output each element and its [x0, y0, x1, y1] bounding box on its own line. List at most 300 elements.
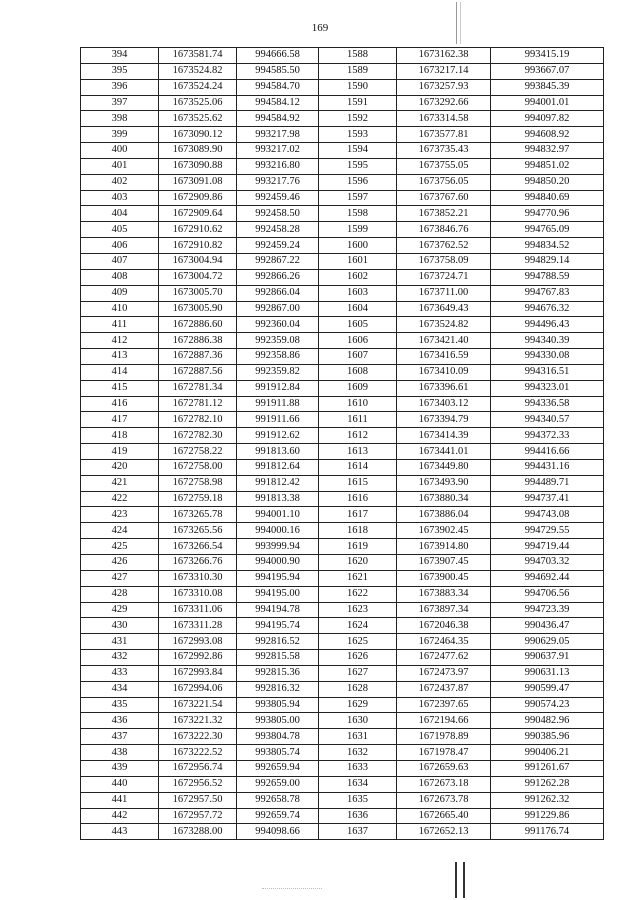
y-coord-left: 992360.04 — [237, 317, 319, 333]
point-id-left: 402 — [81, 174, 159, 190]
table-row — [81, 253, 604, 269]
point-id-left: 435 — [81, 697, 159, 713]
point-id-right: 1602 — [319, 269, 397, 285]
point-id-right: 1603 — [319, 285, 397, 301]
y-coord-left: 992459.24 — [237, 238, 319, 254]
y-coord-right: 994340.57 — [491, 412, 604, 428]
scan-artifact-top — [456, 2, 461, 44]
table-row — [81, 127, 604, 143]
point-id-right: 1604 — [319, 301, 397, 317]
x-coord-right: 1673441.01 — [397, 444, 491, 460]
point-id-right: 1597 — [319, 190, 397, 206]
point-id-left: 399 — [81, 127, 159, 143]
y-coord-left: 992867.22 — [237, 253, 319, 269]
y-coord-right: 994676.32 — [491, 301, 604, 317]
y-coord-left: 993805.74 — [237, 745, 319, 761]
table-row — [81, 475, 604, 491]
x-coord-left: 1673311.28 — [159, 618, 237, 634]
point-id-left: 433 — [81, 665, 159, 681]
x-coord-right: 1673292.66 — [397, 95, 491, 111]
x-coord-left: 1673090.12 — [159, 127, 237, 143]
x-coord-left: 1672957.50 — [159, 792, 237, 808]
point-id-right: 1605 — [319, 317, 397, 333]
point-id-left: 431 — [81, 634, 159, 650]
table-row — [81, 665, 604, 681]
y-coord-right: 994770.96 — [491, 206, 604, 222]
x-coord-right: 1673577.81 — [397, 127, 491, 143]
y-coord-right: 994850.20 — [491, 174, 604, 190]
point-id-right: 1625 — [319, 634, 397, 650]
table-row — [81, 412, 604, 428]
point-id-right: 1606 — [319, 333, 397, 349]
point-id-left: 437 — [81, 729, 159, 745]
x-coord-left: 1672887.56 — [159, 364, 237, 380]
point-id-right: 1598 — [319, 206, 397, 222]
point-id-left: 421 — [81, 475, 159, 491]
x-coord-left: 1672758.22 — [159, 444, 237, 460]
y-coord-left: 994194.78 — [237, 602, 319, 618]
table-row — [81, 79, 604, 95]
point-id-right: 1637 — [319, 824, 397, 840]
x-coord-right: 1673902.45 — [397, 523, 491, 539]
point-id-left: 405 — [81, 222, 159, 238]
y-coord-left: 994001.10 — [237, 507, 319, 523]
y-coord-left: 993217.02 — [237, 143, 319, 159]
y-coord-left: 994195.94 — [237, 570, 319, 586]
point-id-right: 1595 — [319, 158, 397, 174]
point-id-right: 1591 — [319, 95, 397, 111]
y-coord-left: 993805.94 — [237, 697, 319, 713]
point-id-left: 404 — [81, 206, 159, 222]
point-id-right: 1633 — [319, 760, 397, 776]
y-coord-right: 994340.39 — [491, 333, 604, 349]
x-coord-right: 1673410.09 — [397, 364, 491, 380]
point-id-left: 434 — [81, 681, 159, 697]
point-id-left: 424 — [81, 523, 159, 539]
x-coord-right: 1673735.43 — [397, 143, 491, 159]
x-coord-right: 1672673.78 — [397, 792, 491, 808]
y-coord-left: 991812.64 — [237, 459, 319, 475]
y-coord-left: 993217.76 — [237, 174, 319, 190]
x-coord-right: 1672477.62 — [397, 650, 491, 666]
point-id-right: 1636 — [319, 808, 397, 824]
x-coord-right: 1673907.45 — [397, 555, 491, 571]
y-coord-right: 993415.19 — [491, 48, 604, 64]
point-id-left: 403 — [81, 190, 159, 206]
x-coord-right: 1672652.13 — [397, 824, 491, 840]
y-coord-left: 992816.32 — [237, 681, 319, 697]
x-coord-right: 1673414.39 — [397, 428, 491, 444]
x-coord-left: 1672782.10 — [159, 412, 237, 428]
page-number: 169 — [311, 22, 329, 34]
y-coord-right: 994829.14 — [491, 253, 604, 269]
point-id-right: 1613 — [319, 444, 397, 460]
x-coord-left: 1673005.70 — [159, 285, 237, 301]
y-coord-right: 990436.47 — [491, 618, 604, 634]
point-id-right: 1623 — [319, 602, 397, 618]
point-id-left: 409 — [81, 285, 159, 301]
point-id-right: 1618 — [319, 523, 397, 539]
y-coord-left: 994195.00 — [237, 586, 319, 602]
x-coord-left: 1672956.52 — [159, 776, 237, 792]
x-coord-right: 1673767.60 — [397, 190, 491, 206]
y-coord-left: 991912.62 — [237, 428, 319, 444]
y-coord-right: 994729.55 — [491, 523, 604, 539]
x-coord-left: 1673221.54 — [159, 697, 237, 713]
y-coord-left: 994584.12 — [237, 95, 319, 111]
table-row — [81, 143, 604, 159]
y-coord-right: 991262.32 — [491, 792, 604, 808]
point-id-left: 438 — [81, 745, 159, 761]
point-id-left: 415 — [81, 380, 159, 396]
point-id-right: 1601 — [319, 253, 397, 269]
point-id-right: 1626 — [319, 650, 397, 666]
x-coord-left: 1673310.08 — [159, 586, 237, 602]
point-id-right: 1632 — [319, 745, 397, 761]
y-coord-left: 993804.78 — [237, 729, 319, 745]
point-id-left: 394 — [81, 48, 159, 64]
x-coord-left: 1673524.82 — [159, 63, 237, 79]
table-row — [81, 507, 604, 523]
y-coord-left: 992458.28 — [237, 222, 319, 238]
x-coord-left: 1672781.34 — [159, 380, 237, 396]
x-coord-right: 1673449.80 — [397, 459, 491, 475]
table-row — [81, 349, 604, 365]
y-coord-left: 992659.00 — [237, 776, 319, 792]
point-id-left: 429 — [81, 602, 159, 618]
table-row — [81, 697, 604, 713]
y-coord-right: 994767.83 — [491, 285, 604, 301]
point-id-left: 416 — [81, 396, 159, 412]
point-id-right: 1634 — [319, 776, 397, 792]
table-row — [81, 111, 604, 127]
point-id-right: 1621 — [319, 570, 397, 586]
y-coord-left: 992867.00 — [237, 301, 319, 317]
table-row — [81, 317, 604, 333]
y-coord-right: 990482.96 — [491, 713, 604, 729]
y-coord-right: 993667.07 — [491, 63, 604, 79]
x-coord-right: 1672464.35 — [397, 634, 491, 650]
y-coord-right: 994316.51 — [491, 364, 604, 380]
x-coord-left: 1672957.72 — [159, 808, 237, 824]
x-coord-left: 1672758.00 — [159, 459, 237, 475]
y-coord-right: 990631.13 — [491, 665, 604, 681]
table-row — [81, 285, 604, 301]
point-id-left: 396 — [81, 79, 159, 95]
x-coord-right: 1673900.45 — [397, 570, 491, 586]
point-id-right: 1615 — [319, 475, 397, 491]
point-id-left: 425 — [81, 539, 159, 555]
x-coord-right: 1673493.90 — [397, 475, 491, 491]
x-coord-left: 1672993.08 — [159, 634, 237, 650]
y-coord-right: 994706.56 — [491, 586, 604, 602]
table-row — [81, 95, 604, 111]
table-row — [81, 760, 604, 776]
y-coord-left: 993216.80 — [237, 158, 319, 174]
x-coord-left: 1672994.06 — [159, 681, 237, 697]
y-coord-right: 994840.69 — [491, 190, 604, 206]
x-coord-right: 1673314.58 — [397, 111, 491, 127]
table-row — [81, 48, 604, 64]
table-row — [81, 586, 604, 602]
table-row — [81, 634, 604, 650]
x-coord-left: 1673310.30 — [159, 570, 237, 586]
point-id-right: 1627 — [319, 665, 397, 681]
y-coord-right: 994719.44 — [491, 539, 604, 555]
point-id-left: 418 — [81, 428, 159, 444]
point-id-right: 1619 — [319, 539, 397, 555]
x-coord-right: 1672659.63 — [397, 760, 491, 776]
point-id-left: 432 — [81, 650, 159, 666]
x-coord-right: 1672046.38 — [397, 618, 491, 634]
point-id-left: 436 — [81, 713, 159, 729]
point-id-left: 400 — [81, 143, 159, 159]
point-id-left: 417 — [81, 412, 159, 428]
point-id-left: 397 — [81, 95, 159, 111]
point-id-right: 1622 — [319, 586, 397, 602]
point-id-left: 406 — [81, 238, 159, 254]
x-coord-right: 1671978.89 — [397, 729, 491, 745]
point-id-left: 430 — [81, 618, 159, 634]
x-coord-left: 1673221.32 — [159, 713, 237, 729]
point-id-right: 1631 — [319, 729, 397, 745]
table-row — [81, 333, 604, 349]
table-row — [81, 539, 604, 555]
y-coord-right: 991229.86 — [491, 808, 604, 824]
x-coord-left: 1672781.12 — [159, 396, 237, 412]
coordinate-table — [80, 47, 604, 840]
table-row — [81, 808, 604, 824]
y-coord-right: 994832.97 — [491, 143, 604, 159]
table-row — [81, 364, 604, 380]
point-id-left: 395 — [81, 63, 159, 79]
coordinate-table-body — [81, 48, 604, 840]
x-coord-right: 1673846.76 — [397, 222, 491, 238]
x-coord-right: 1673755.05 — [397, 158, 491, 174]
x-coord-right: 1672473.97 — [397, 665, 491, 681]
y-coord-left: 992866.04 — [237, 285, 319, 301]
point-id-left: 410 — [81, 301, 159, 317]
y-coord-right: 994431.16 — [491, 459, 604, 475]
point-id-right: 1592 — [319, 111, 397, 127]
table-row — [81, 792, 604, 808]
y-coord-left: 992359.82 — [237, 364, 319, 380]
table-row — [81, 396, 604, 412]
x-coord-right: 1672437.87 — [397, 681, 491, 697]
x-coord-right: 1672194.66 — [397, 713, 491, 729]
y-coord-right: 994330.08 — [491, 349, 604, 365]
point-id-left: 443 — [81, 824, 159, 840]
point-id-left: 426 — [81, 555, 159, 571]
y-coord-left: 992815.58 — [237, 650, 319, 666]
y-coord-right: 994001.01 — [491, 95, 604, 111]
x-coord-right: 1673897.34 — [397, 602, 491, 618]
x-coord-right: 1673257.93 — [397, 79, 491, 95]
y-coord-right: 994608.92 — [491, 127, 604, 143]
point-id-left: 412 — [81, 333, 159, 349]
y-coord-right: 991176.74 — [491, 824, 604, 840]
x-coord-right: 1673711.00 — [397, 285, 491, 301]
table-row — [81, 238, 604, 254]
point-id-right: 1589 — [319, 63, 397, 79]
y-coord-right: 994743.08 — [491, 507, 604, 523]
x-coord-left: 1672909.64 — [159, 206, 237, 222]
y-coord-left: 993805.00 — [237, 713, 319, 729]
scan-smudge — [262, 888, 322, 895]
point-id-left: 408 — [81, 269, 159, 285]
x-coord-left: 1672992.86 — [159, 650, 237, 666]
y-coord-left: 991812.42 — [237, 475, 319, 491]
y-coord-left: 994000.90 — [237, 555, 319, 571]
table-row — [81, 681, 604, 697]
x-coord-right: 1673914.80 — [397, 539, 491, 555]
x-coord-left: 1672956.74 — [159, 760, 237, 776]
table-row — [81, 190, 604, 206]
y-coord-right: 994723.39 — [491, 602, 604, 618]
y-coord-right: 994851.02 — [491, 158, 604, 174]
point-id-right: 1616 — [319, 491, 397, 507]
x-coord-right: 1673403.12 — [397, 396, 491, 412]
y-coord-right: 994372.33 — [491, 428, 604, 444]
y-coord-right: 994788.59 — [491, 269, 604, 285]
y-coord-left: 994584.70 — [237, 79, 319, 95]
point-id-left: 401 — [81, 158, 159, 174]
x-coord-right: 1673852.21 — [397, 206, 491, 222]
y-coord-left: 992458.50 — [237, 206, 319, 222]
point-id-right: 1620 — [319, 555, 397, 571]
x-coord-left: 1672909.86 — [159, 190, 237, 206]
y-coord-right: 990637.91 — [491, 650, 604, 666]
x-coord-left: 1673089.90 — [159, 143, 237, 159]
table-row — [81, 301, 604, 317]
point-id-left: 398 — [81, 111, 159, 127]
x-coord-right: 1672397.65 — [397, 697, 491, 713]
x-coord-left: 1673581.74 — [159, 48, 237, 64]
x-coord-left: 1673266.54 — [159, 539, 237, 555]
x-coord-right: 1672665.40 — [397, 808, 491, 824]
x-coord-right: 1673524.82 — [397, 317, 491, 333]
x-coord-left: 1672993.84 — [159, 665, 237, 681]
y-coord-right: 994416.66 — [491, 444, 604, 460]
y-coord-right: 994703.32 — [491, 555, 604, 571]
point-id-left: 413 — [81, 349, 159, 365]
table-row — [81, 745, 604, 761]
point-id-right: 1612 — [319, 428, 397, 444]
y-coord-right: 993845.39 — [491, 79, 604, 95]
y-coord-left: 994585.50 — [237, 63, 319, 79]
point-id-left: 440 — [81, 776, 159, 792]
point-id-right: 1624 — [319, 618, 397, 634]
table-row — [81, 428, 604, 444]
x-coord-left: 1672886.60 — [159, 317, 237, 333]
x-coord-right: 1673756.05 — [397, 174, 491, 190]
x-coord-left: 1673525.62 — [159, 111, 237, 127]
x-coord-left: 1672887.36 — [159, 349, 237, 365]
y-coord-right: 994323.01 — [491, 380, 604, 396]
scan-artifact-bottom — [455, 862, 465, 898]
table-row — [81, 523, 604, 539]
y-coord-left: 992459.46 — [237, 190, 319, 206]
y-coord-right: 990574.23 — [491, 697, 604, 713]
table-row — [81, 555, 604, 571]
table-row — [81, 174, 604, 190]
y-coord-left: 992659.94 — [237, 760, 319, 776]
y-coord-left: 991813.60 — [237, 444, 319, 460]
x-coord-left: 1673311.06 — [159, 602, 237, 618]
x-coord-left: 1672759.18 — [159, 491, 237, 507]
x-coord-right: 1673162.38 — [397, 48, 491, 64]
y-coord-left: 991813.38 — [237, 491, 319, 507]
table-row — [81, 618, 604, 634]
point-id-right: 1609 — [319, 380, 397, 396]
y-coord-right: 994496.43 — [491, 317, 604, 333]
x-coord-left: 1672910.62 — [159, 222, 237, 238]
point-id-right: 1594 — [319, 143, 397, 159]
point-id-right: 1596 — [319, 174, 397, 190]
point-id-left: 422 — [81, 491, 159, 507]
table-row — [81, 602, 604, 618]
point-id-right: 1610 — [319, 396, 397, 412]
x-coord-right: 1673394.79 — [397, 412, 491, 428]
point-id-right: 1608 — [319, 364, 397, 380]
y-coord-left: 994098.66 — [237, 824, 319, 840]
y-coord-right: 994097.82 — [491, 111, 604, 127]
point-id-right: 1593 — [319, 127, 397, 143]
table-row — [81, 63, 604, 79]
x-coord-right: 1673649.43 — [397, 301, 491, 317]
point-id-left: 428 — [81, 586, 159, 602]
y-coord-right: 994489.71 — [491, 475, 604, 491]
y-coord-left: 994666.58 — [237, 48, 319, 64]
point-id-right: 1617 — [319, 507, 397, 523]
point-id-left: 420 — [81, 459, 159, 475]
table-row — [81, 459, 604, 475]
x-coord-left: 1673288.00 — [159, 824, 237, 840]
y-coord-left: 991911.66 — [237, 412, 319, 428]
point-id-right: 1588 — [319, 48, 397, 64]
point-id-right: 1630 — [319, 713, 397, 729]
x-coord-left: 1672758.98 — [159, 475, 237, 491]
table-row — [81, 222, 604, 238]
point-id-right: 1635 — [319, 792, 397, 808]
table-row — [81, 158, 604, 174]
x-coord-right: 1673762.52 — [397, 238, 491, 254]
y-coord-right: 994765.09 — [491, 222, 604, 238]
y-coord-left: 992359.08 — [237, 333, 319, 349]
y-coord-left: 991912.84 — [237, 380, 319, 396]
y-coord-left: 992659.74 — [237, 808, 319, 824]
table-row — [81, 776, 604, 792]
y-coord-right: 994834.52 — [491, 238, 604, 254]
y-coord-right: 991261.67 — [491, 760, 604, 776]
x-coord-left: 1672910.82 — [159, 238, 237, 254]
y-coord-right: 990599.47 — [491, 681, 604, 697]
y-coord-left: 993999.94 — [237, 539, 319, 555]
point-id-right: 1614 — [319, 459, 397, 475]
x-coord-left: 1673091.08 — [159, 174, 237, 190]
point-id-left: 439 — [81, 760, 159, 776]
x-coord-right: 1673416.59 — [397, 349, 491, 365]
point-id-right: 1629 — [319, 697, 397, 713]
x-coord-right: 1673421.40 — [397, 333, 491, 349]
x-coord-left: 1672886.38 — [159, 333, 237, 349]
y-coord-left: 992658.78 — [237, 792, 319, 808]
y-coord-right: 990629.05 — [491, 634, 604, 650]
x-coord-left: 1673004.94 — [159, 253, 237, 269]
y-coord-left: 992866.26 — [237, 269, 319, 285]
x-coord-right: 1673886.04 — [397, 507, 491, 523]
table-row — [81, 269, 604, 285]
